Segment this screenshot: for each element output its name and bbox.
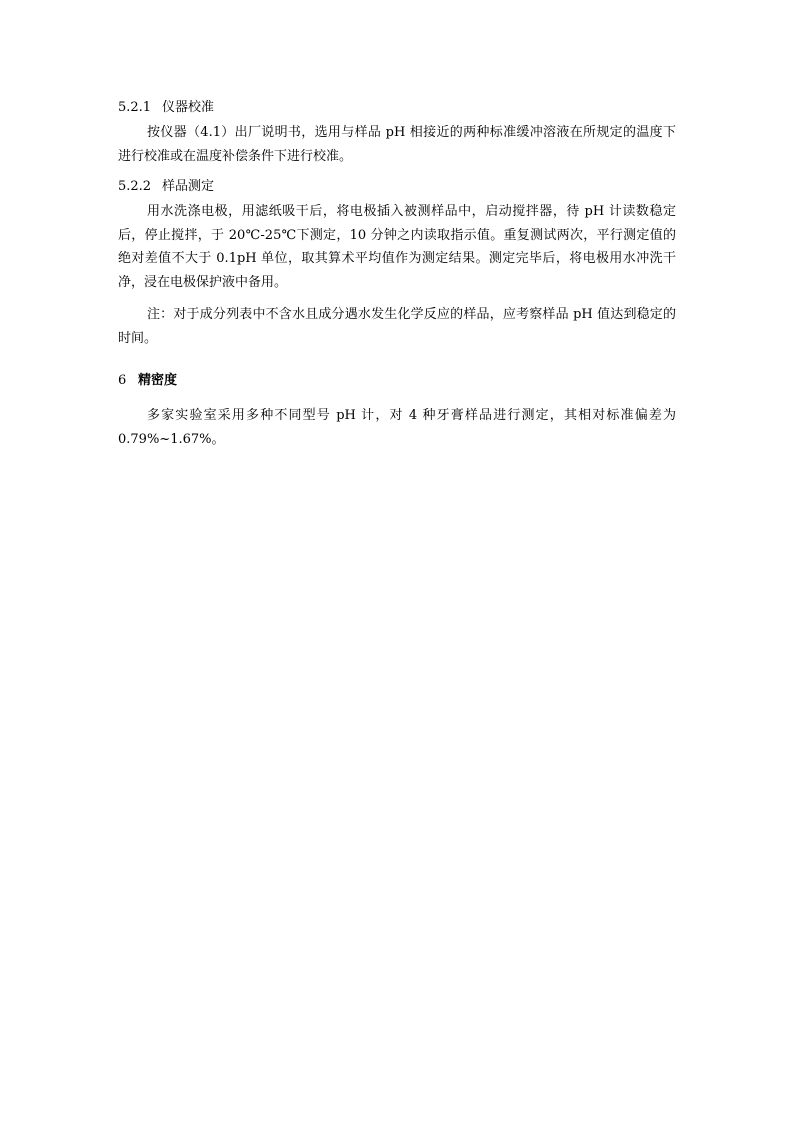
clause-number: 5.2.2 [118, 179, 152, 194]
section-6-heading [118, 373, 676, 389]
section-number: 6 [118, 373, 127, 388]
clause-number: 5.2.1 [118, 100, 152, 115]
clause-5-2-2-heading [118, 179, 676, 195]
section-6-paragraph: 多家实验室采用多种不同型号 pH 计，对 4 种牙膏样品进行测定，其相对标准偏差为 0.79%~1.67%。 [118, 408, 676, 447]
clause-5-2-2-note: 注：对于成分列表中不含水且成分遇水发生化学反应的样品，应考察样品 pH 值达到稳定的时间。 [118, 307, 676, 346]
clause-5-2-2-paragraph: 用水洗涤电极，用滤纸吸干后，将电极插入被测样品中，启动搅拌器，待 pH 计读数稳定后，停止搅拌，于 20℃-25℃下测定，10 分钟之内读取指示值。重复测试两次，平行测定值的绝对差值不大于 0.1pH 单位，取其算术平均值作为测定结果。测定完毕后，将电极用水冲洗干净，浸在电极保护液中备用。 [118, 204, 676, 290]
clause-title: 样品测定 [162, 179, 215, 194]
clause-5-2-1-paragraph: 按仪器（4.1）出厂说明书，选用与样品 pH 相接近的两种标准缓冲溶液在所规定的温度下进行校准或在温度补偿条件下进行校准。 [118, 125, 676, 164]
clause-5-2-1-heading [118, 100, 676, 116]
section-title: 精密度 [138, 373, 178, 388]
clause-title: 仪器校准 [162, 100, 215, 115]
